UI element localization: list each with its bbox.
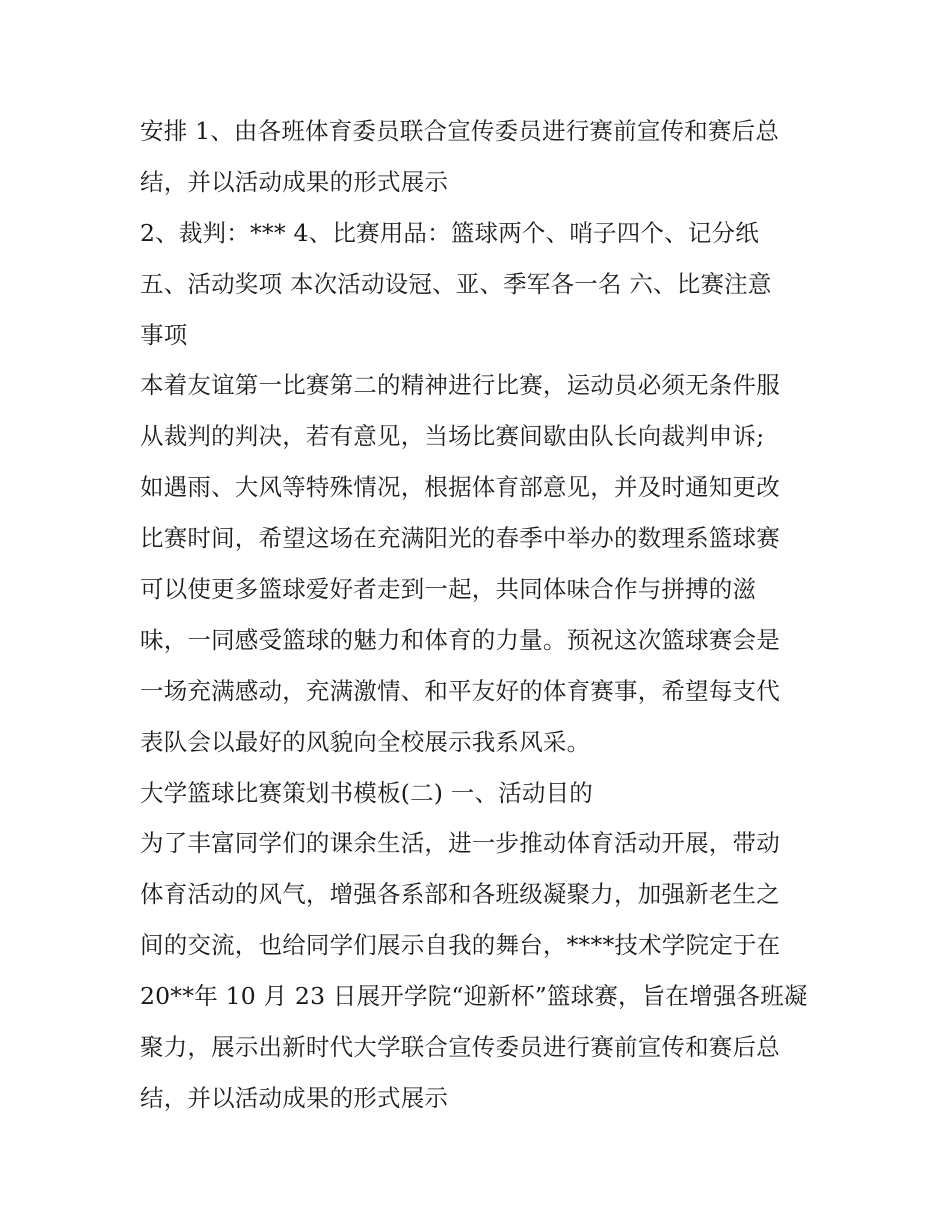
text-line: 如遇雨、大风等特殊情况，根据体育部意见，并及时通知更改	[140, 473, 780, 502]
text-line: 结，并以活动成果的形式展示	[140, 1083, 449, 1112]
text-line: 间的交流，也给同学们展示自我的舞台，****技术学院定于在	[140, 931, 781, 960]
text-line: 五、活动奖项 本次活动设冠、亚、季军各一名 六、比赛注意	[140, 269, 772, 298]
text-line: 表队会以最好的风貌向全校展示我系风采。	[140, 727, 591, 756]
text-line: 可以使更多篮球爱好者走到一起，共同体味合作与拼搏的滋	[140, 575, 757, 604]
text-line: 结，并以活动成果的形式展示	[140, 167, 449, 196]
document-body	[140, 111, 812, 1129]
text-line: 为了丰富同学们的课余生活，进一步推动体育活动开展，带动	[140, 829, 780, 858]
text-line: 一场充满感动，充满激情、和平友好的体育赛事，希望每支代	[140, 676, 780, 705]
text-line: 2、裁判：*** 4、比赛用品：篮球两个、哨子四个、记分纸	[140, 218, 759, 247]
text-line: 事项	[140, 320, 188, 349]
section-heading-line: 大学篮球比赛策划书模板(二) 一、活动目的	[140, 778, 594, 807]
text-line: 聚力，展示出新时代大学联合宣传委员进行赛前宣传和赛后总	[140, 1033, 780, 1062]
text-line: 20**年 10 月 23 日展开学院“迎新杯”篮球赛，旨在增强各班凝	[140, 982, 808, 1011]
text-line: 味，一同感受篮球的魅力和体育的力量。预祝这次篮球赛会是	[140, 625, 780, 654]
text-line: 本着友谊第一比赛第二的精神进行比赛，运动员必须无条件服	[140, 371, 780, 400]
text-line: 比赛时间，希望这场在充满阳光的春季中举办的数理系篮球赛	[140, 524, 780, 553]
text-line: 从裁判的判决，若有意见，当场比赛间歇由队长向裁判申诉;	[140, 422, 765, 451]
text-line: 安排 1、由各班体育委员联合宣传委员进行赛前宣传和赛后总	[140, 117, 780, 145]
text-line: 体育活动的风气，增强各系部和各班级凝聚力，加强新老生之	[140, 880, 780, 909]
